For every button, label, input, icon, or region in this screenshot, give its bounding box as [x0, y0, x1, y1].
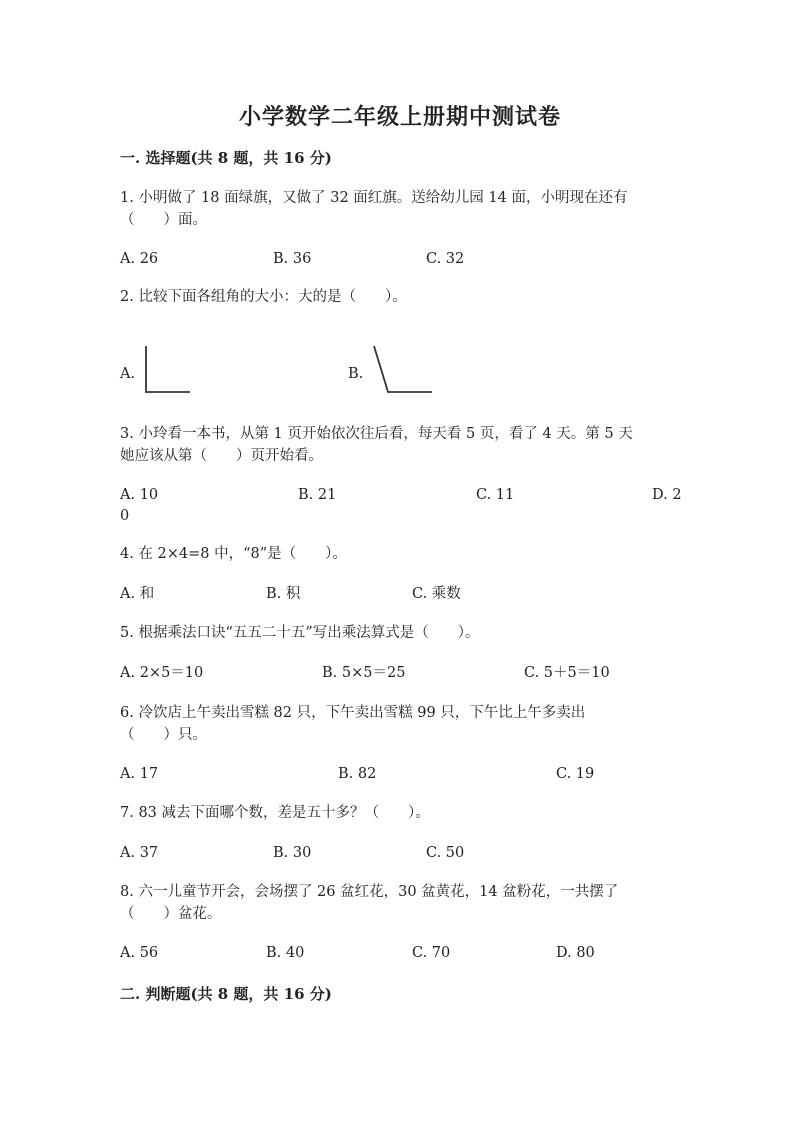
- q6-option-a: A. 17: [120, 766, 159, 782]
- question-3-line-2: 她应该从第（ ）页开始看。: [120, 448, 323, 464]
- section-heading-true-false: 二. 判断题(共 8 题，共 16 分): [120, 985, 332, 1003]
- exam-title: 小学数学二年级上册期中测试卷: [238, 104, 561, 130]
- q5-option-c: C. 5＋5＝10: [524, 665, 610, 681]
- question-6-line-1: 6. 冷饮店上午卖出雪糕 82 只，下午卖出雪糕 99 只，下午比上午多卖出: [120, 705, 586, 721]
- question-2-line-1: 2. 比较下面各组角的大小：大的是（ ）。: [120, 289, 407, 305]
- right-angle-figure: [140, 344, 196, 398]
- question-8-line-1: 8. 六一儿童节开会，会场摆了 26 盆红花，30 盆黄花，14 盆粉花，一共摆了: [120, 884, 619, 900]
- question-1-line-2: （ ）面。: [120, 212, 207, 228]
- q7-option-b: B. 30: [273, 845, 312, 861]
- question-4-line-1: 4. 在 2×4=8 中，“8”是（ ）。: [120, 546, 347, 562]
- q3-option-a: A. 10: [120, 487, 159, 503]
- q2-option-a: A.: [120, 366, 136, 382]
- q3-option-c: C. 11: [476, 487, 515, 503]
- section-heading-choice: 一. 选择题(共 8 题，共 16 分): [120, 149, 332, 167]
- question-6-line-2: （ ）只。: [120, 727, 207, 743]
- question-8-line-2: （ ）盆花。: [120, 906, 222, 922]
- q7-option-a: A. 37: [120, 845, 159, 861]
- q4-option-c: C. 乘数: [412, 586, 461, 602]
- obtuse-angle-figure: [368, 344, 438, 398]
- q1-option-c: C. 32: [426, 251, 465, 267]
- q3-option-d-wrap: 0: [120, 508, 130, 524]
- question-7-line-1: 7. 83 减去下面哪个数，差是五十多？（ ）。: [120, 805, 430, 821]
- q8-option-a: A. 56: [120, 945, 159, 961]
- q6-option-b: B. 82: [338, 766, 377, 782]
- q4-option-a: A. 和: [120, 586, 155, 602]
- question-3-line-1: 3. 小玲看一本书，从第 1 页开始依次往后看，每天看 5 页，看了 4 天。第 5 天: [120, 426, 633, 442]
- q3-option-b: B. 21: [298, 487, 337, 503]
- q8-option-b: B. 40: [266, 945, 305, 961]
- q5-option-b: B. 5×5＝25: [322, 665, 406, 681]
- q1-option-a: A. 26: [120, 251, 159, 267]
- q1-option-b: B. 36: [273, 251, 312, 267]
- q5-option-a: A. 2×5＝10: [120, 665, 204, 681]
- q3-option-d: D. 2: [652, 487, 682, 503]
- q4-option-b: B. 积: [266, 586, 301, 602]
- q6-option-c: C. 19: [556, 766, 595, 782]
- q8-option-d: D. 80: [556, 945, 595, 961]
- question-1-line-1: 1. 小明做了 18 面绿旗，又做了 32 面红旗。送给幼儿园 14 面，小明现在还有: [120, 190, 628, 206]
- q7-option-c: C. 50: [426, 845, 465, 861]
- q8-option-c: C. 70: [412, 945, 451, 961]
- question-5-line-1: 5. 根据乘法口诀“五五二十五”写出乘法算式是（ ）。: [120, 625, 480, 641]
- q2-option-b: B.: [348, 366, 364, 382]
